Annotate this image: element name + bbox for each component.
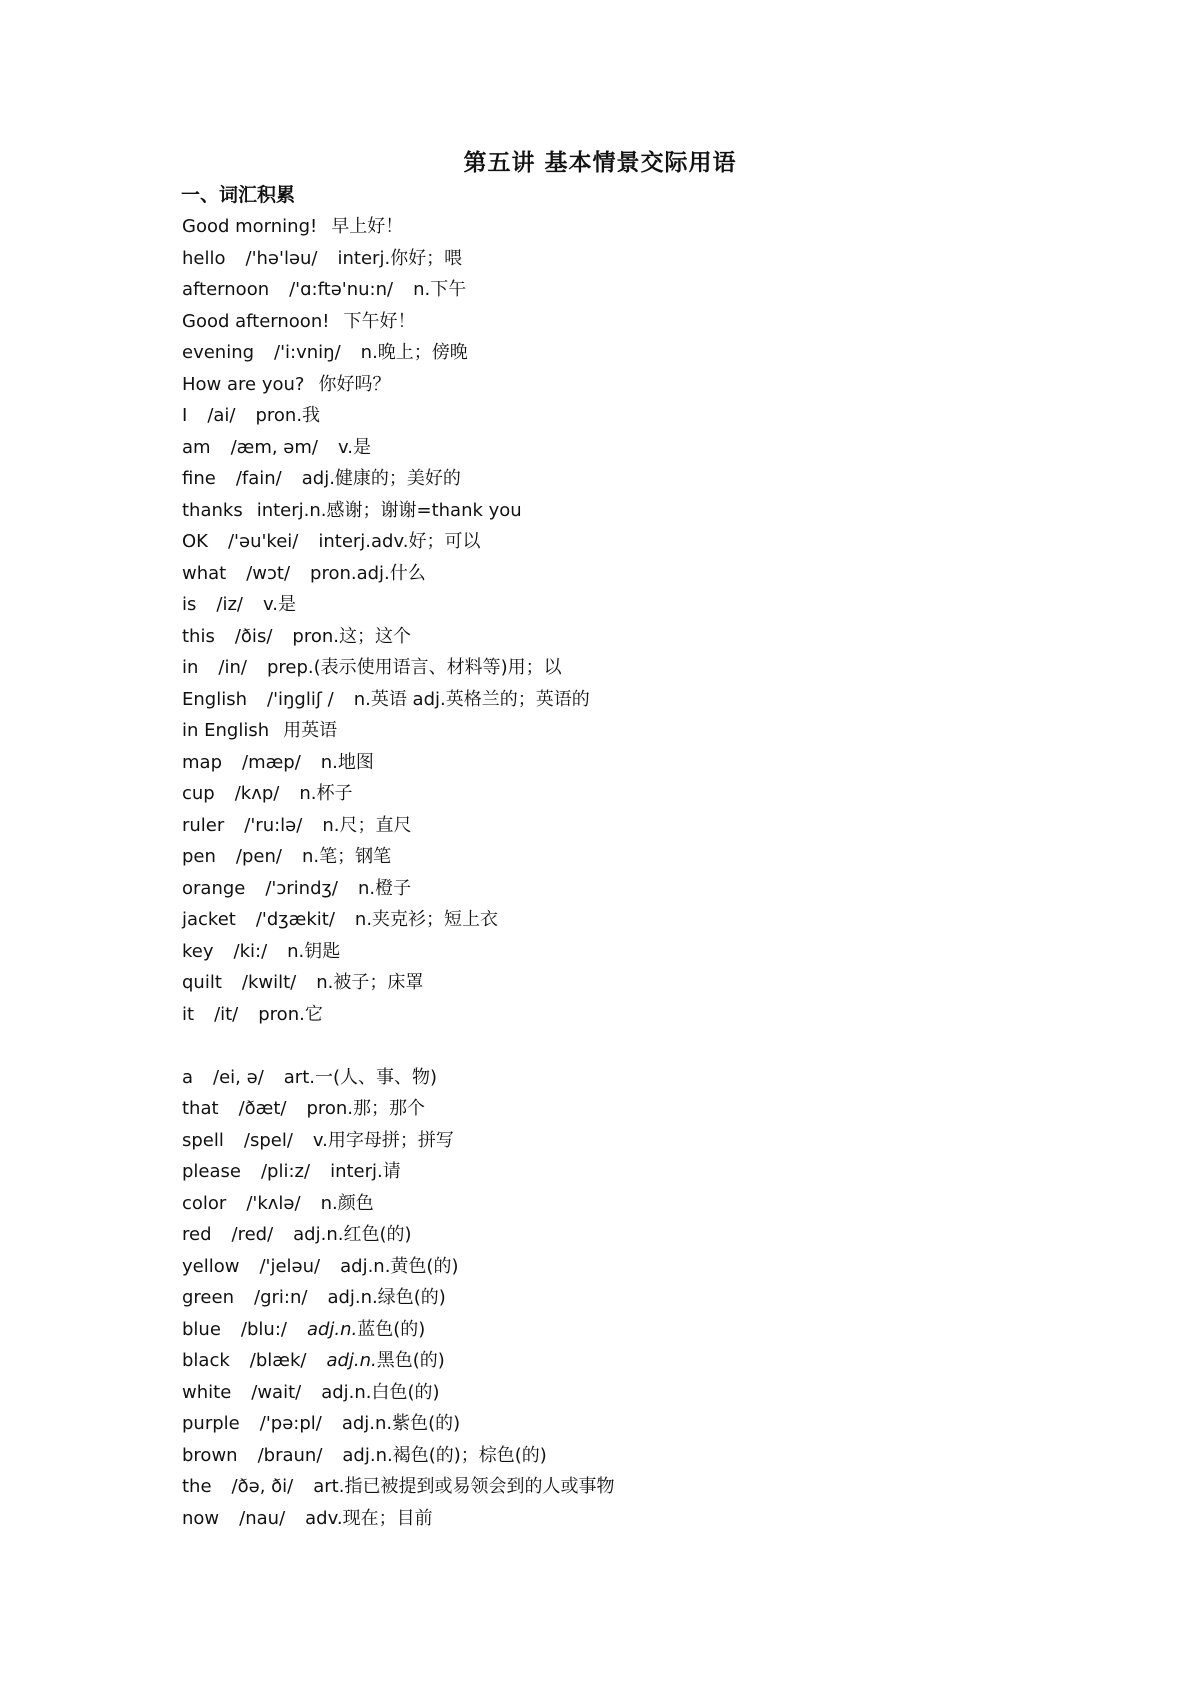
vocab-phonetic: /nau/ [239,1507,286,1529]
vocabulary-list [182,211,614,1534]
vocab-entry [182,1345,614,1377]
vocab-meaning: pron.它 [258,1003,323,1025]
vocab-meaning: n.笔；钢笔 [301,846,392,867]
vocab-word: purple [182,1413,240,1434]
vocab-entry [182,684,614,716]
vocab-phonetic: /ki:/ [233,940,268,962]
vocab-word: fine [182,468,216,489]
vocab-word: is [182,594,197,615]
vocab-word: spell [182,1129,224,1151]
vocab-meaning: 用英语 [283,720,338,741]
vocab-meaning: n.颜色 [320,1192,374,1214]
vocab-entry [182,1156,614,1188]
vocab-meaning: adj.健康的；美好的 [301,468,461,489]
vocab-phonetic: /in/ [218,657,247,678]
vocab-entry [182,778,614,810]
vocab-entry [182,747,614,779]
vocab-word: a [182,1066,194,1088]
vocab-meaning: n.橙子 [357,877,412,899]
vocab-entry [182,1440,614,1472]
vocab-phonetic: /braun/ [257,1444,323,1466]
vocab-word: red [182,1224,212,1245]
vocab-entry [182,936,614,968]
vocab-word: Good afternoon! [182,310,330,332]
vocab-word: I [182,405,188,426]
vocab-word: brown [182,1444,238,1466]
vocab-meaning: pron.那；那个 [306,1098,426,1119]
vocab-meaning: pron.我 [255,405,321,426]
vocab-meaning: n.地图 [320,751,374,773]
vocab-meaning: n.被子；床罩 [316,972,424,993]
vocab-phonetic: /'ɔrindʒ/ [265,877,338,899]
vocab-word: jacket [182,909,236,930]
vocab-meaning: adj.n.褐色(的)；棕色(的) [342,1444,547,1466]
vocab-word: yellow [182,1255,240,1277]
vocab-phonetic: /blæk/ [249,1350,307,1371]
vocab-word: quilt [182,972,222,993]
vocab-meaning: n.下午 [413,279,467,300]
vocab-entry [182,400,614,432]
vocab-entry [182,337,614,369]
vocab-part-of-speech: adj.n. [306,1318,358,1340]
vocab-phonetic: /æm, əm/ [230,436,318,458]
vocab-entry [182,589,614,621]
vocab-meaning: adv.现在；目前 [305,1507,433,1529]
vocab-word: ruler [182,814,225,836]
vocab-word: key [182,940,214,962]
vocab-meaning: interj.n.感谢；谢谢=thank you [256,499,522,521]
vocab-meaning: pron.adj.什么 [310,562,426,584]
vocab-phonetic: /gri:n/ [254,1287,308,1308]
vocab-phonetic: /wait/ [251,1381,302,1403]
vocab-meaning: v.是 [337,436,371,458]
vocab-meaning: v.用字母拼；拼写 [312,1129,454,1151]
vocab-phonetic: /it/ [214,1003,239,1025]
vocab-meaning-text: 蓝色(的) [357,1318,426,1340]
vocab-word: How are you? [182,373,305,395]
vocab-phonetic: /fain/ [235,468,282,489]
vocab-meaning: adj.n.白色(的) [321,1381,440,1403]
vocab-word: hello [182,247,226,269]
vocab-phonetic: /pen/ [235,846,282,867]
vocab-entry [182,243,614,275]
vocab-word: now [182,1507,220,1529]
vocab-word: that [182,1098,219,1119]
vocab-word: orange [182,877,246,899]
vocab-entry [182,841,614,873]
vocab-phonetic: /kʌp/ [234,783,280,804]
vocab-phonetic: /ðə, ði/ [231,1476,294,1497]
blank-line [182,1030,614,1062]
vocab-meaning-text: 黑色(的) [376,1350,445,1371]
vocab-entry [182,810,614,842]
vocab-word: pen [182,846,216,867]
vocab-phonetic: /pli:z/ [260,1161,311,1182]
vocab-phonetic: /ðis/ [234,625,273,647]
vocab-entry [182,873,614,905]
vocab-entry [182,1125,614,1157]
vocab-phonetic: /kwilt/ [241,972,297,993]
vocab-meaning: 早上好！ [331,216,404,237]
vocab-meaning: 下午好！ [343,310,416,332]
page-title: 第五讲 基本情景交际用语 [463,150,737,176]
vocab-phonetic: /iz/ [216,594,243,615]
vocab-word: cup [182,783,215,804]
vocab-word: the [182,1476,212,1497]
vocab-meaning: n.杯子 [299,783,353,804]
vocab-entry [182,1503,614,1535]
vocab-word: thanks [182,499,243,521]
vocab-phonetic: /'pə:pl/ [259,1413,322,1434]
vocab-meaning: n.晚上；傍晚 [360,342,468,363]
vocab-phonetic: /blu:/ [240,1318,287,1340]
vocab-meaning: n.夹克衫；短上衣 [354,909,499,930]
vocab-entry [182,495,614,527]
vocab-meaning: n.英语 adj.英格兰的；英语的 [353,688,590,710]
vocab-word: am [182,436,211,458]
vocab-phonetic: /ðæt/ [238,1098,287,1119]
vocab-word: English [182,688,247,710]
vocab-word: white [182,1381,232,1403]
vocab-phonetic: /red/ [231,1224,274,1245]
vocab-entry [182,1377,614,1409]
vocab-meaning: adj.n.黄色(的) [340,1255,459,1277]
vocab-phonetic: /'iŋgliʃ / [267,688,334,710]
vocab-meaning: adj.n.绿色(的) [327,1287,446,1308]
vocab-phonetic: /'i:vniŋ/ [274,342,341,363]
vocab-entry [182,1314,614,1346]
vocab-word: map [182,751,222,773]
vocab-phonetic: /ei, ə/ [213,1066,264,1088]
vocab-word: green [182,1287,234,1308]
vocab-meaning: pron.这；这个 [292,625,411,647]
vocab-phonetic: /'ru:lə/ [244,814,303,836]
vocab-entry [182,369,614,401]
vocab-entry [182,1408,614,1440]
vocab-phonetic: /'kʌlə/ [246,1192,301,1214]
vocab-word: please [182,1161,241,1182]
vocab-word: afternoon [182,279,270,300]
vocab-meaning: interj.请 [330,1161,401,1182]
vocab-entry [182,967,614,999]
vocab-meaning: interj.adv.好；可以 [318,531,481,552]
vocab-word: blue [182,1318,221,1340]
vocab-word: OK [182,531,208,552]
vocab-word: Good morning! [182,216,318,237]
vocab-word: what [182,562,227,584]
vocab-entry [182,1282,614,1314]
vocab-phonetic: /'jeləu/ [259,1255,321,1277]
vocab-entry [182,1471,614,1503]
vocab-entry [182,1219,614,1251]
vocab-word: black [182,1350,230,1371]
vocab-meaning: v.是 [262,594,296,615]
vocab-entry [182,274,614,306]
vocab-entry [182,1093,614,1125]
vocab-entry [182,211,614,243]
vocab-entry [182,1062,614,1094]
vocab-meaning [326,1345,444,1377]
vocab-phonetic: /'ɑ:ftə'nu:n/ [289,279,394,300]
vocab-phonetic: /'dʒækit/ [255,909,335,930]
vocab-meaning: interj.你好；喂 [337,247,463,269]
vocab-word: in English [182,720,270,741]
vocab-entry [182,621,614,653]
vocab-phonetic: /'hə'ləu/ [245,247,318,269]
vocab-entry [182,652,614,684]
vocab-entry [182,306,614,338]
vocab-word: color [182,1192,227,1214]
vocab-entry [182,1251,614,1283]
vocab-word: it [182,1003,195,1025]
vocab-phonetic: /mæp/ [242,751,301,773]
vocab-entry [182,1188,614,1220]
vocab-phonetic: /wɔt/ [246,562,291,584]
vocab-phonetic: /'əu'kei/ [227,531,299,552]
vocab-phonetic: /ai/ [207,405,236,426]
vocab-entry [182,463,614,495]
vocab-entry [182,432,614,464]
vocab-meaning: n.钥匙 [287,940,341,962]
vocab-word: in [182,657,199,678]
vocab-part-of-speech: adj.n. [326,1350,377,1371]
vocab-word: this [182,625,215,647]
vocab-entry [182,558,614,590]
vocab-entry [182,715,614,747]
vocab-meaning [307,1314,425,1346]
vocab-meaning: adj.n.红色(的) [293,1224,412,1245]
vocab-entry [182,999,614,1031]
vocab-meaning: n.尺；直尺 [322,814,412,836]
vocab-meaning: prep.(表示使用语言、材料等)用；以 [266,657,562,678]
vocab-meaning: adj.n.紫色(的) [341,1413,461,1434]
vocab-entry [182,526,614,558]
section-heading: 一、词汇积累 [181,184,296,206]
vocab-word: evening [182,342,255,363]
vocab-meaning: 你好吗？ [318,373,391,395]
vocab-phonetic: /spel/ [243,1129,293,1151]
vocab-entry [182,904,614,936]
vocab-meaning: art.指已被提到或易领会到的人或事物 [313,1476,615,1497]
vocab-meaning: art.一(人、事、物) [283,1066,438,1088]
